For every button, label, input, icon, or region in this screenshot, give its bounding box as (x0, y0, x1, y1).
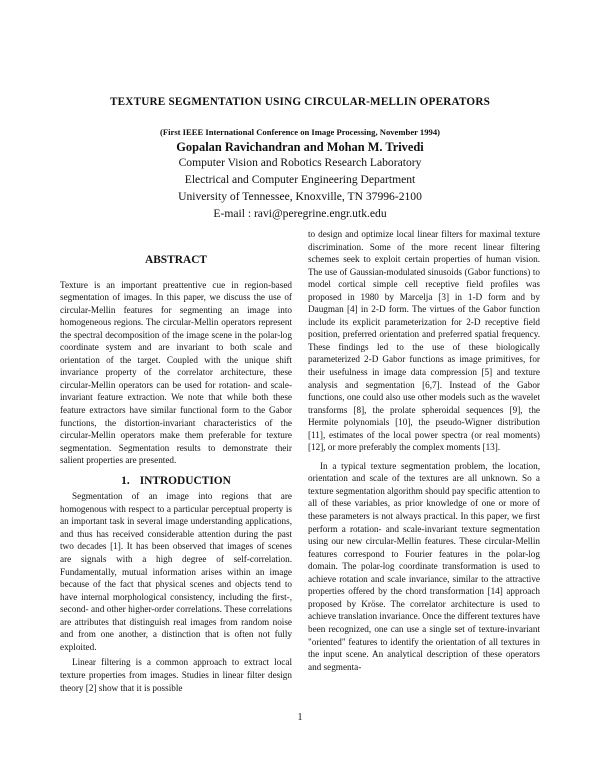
affiliation-department: Electrical and Computer Engineering Department (184, 173, 416, 186)
abstract-text: Texture is an important preattentive cue in region-based segmentation of images. In this paper, we discuss the use of circular-Mellin features for segmenting an image into homogeneous regions. The circular-Mellin operators represent the spectral decomposition of the image scene in the polar-log coordinate system and are invariant to both scale and orientation of the target. Coupled with the unique shift invariance property of the correlator architecture, these circular-Mellin operators can be used for rotation- and scale-invariant feature extraction. We note that while both these feature extractors have similar functional form to the Gabor functions, the distortion-invariant characteristics of the circular-Mellin operators make them preferable for texture segmentation. Segmentation results to demonstrate their salient properties are presented. (60, 279, 292, 466)
section-title: INTRODUCTION (139, 474, 231, 487)
left-column (60, 228, 292, 694)
paper-title: TEXTURE SEGMENTATION USING CIRCULAR-MELLIN OPERATORS (109, 96, 491, 108)
abstract-heading: ABSTRACT (144, 254, 208, 266)
right-column (308, 228, 540, 673)
section-number: 1. (121, 474, 130, 487)
introduction-paragraph-1: Segmentation of an image into regions that are homogenous with respect to a particular perceptual property is an important task in several image understanding applications, and thus has received considerable attention during the past two decades [1]. It has been observed that images of scenes are signals with a high degree of self-correlation. Fundamentally, mutual information arises within an image because of the fact that physical scenes and objects tend to have internal morphological consistency, including the first-, second- and other higher-order correlations. These correlations are attributes that distinguish real images from random noise and from one another, a distinction that is often not fully exploited. (60, 491, 292, 652)
page-number: 1 (297, 712, 303, 723)
author-email: E-mail : ravi@peregrine.engr.utk.edu (213, 207, 387, 220)
introduction-heading (60, 475, 292, 488)
affiliation-lab: Computer Vision and Robotics Research Laboratory (178, 156, 422, 169)
affiliation-university: University of Tennessee, Knoxville, TN 37996-2100 (178, 190, 422, 203)
conference-note: (First IEEE International Conference on Image Processing, November 1994) (160, 127, 440, 137)
introduction-paragraph-2: Linear filtering is a common approach to extract local texture properties from images. Studies in linear filter design theory [2] show that it is possible (60, 657, 292, 693)
author-names: Gopalan Ravichandran and Mohan M. Trivedi (176, 140, 424, 154)
right-paragraph-1: to design and optimize local linear filters for maximal texture discrimination. Some of the more recent linear filtering schemes seek to exploit certain properties of human vision. The use of Gaussian-modulated sinusoids (Gabor functions) to model cortical simple cell receptive field profiles was proposed in 1980 by Marcelja [3] in 1-D form and by Daugman [4] in 2-D form. The virtues of the Gabor function include its explicit parameterization for 2-D receptive field position, preferred orientation and preferred spatial frequency. These findings led to the use of these biologically parameterized 2-D Gabor functions as image primitives, for their usefulness in image data compression [5] and texture analysis and segmentation [6,7]. Instead of the Gabor functions, one could also use other models such as the wavelet transforms [8], the prolate spheroidal sequences [9], the Hermite polynomials [10], the pseudo-Wigner distribution [11], estimates of the local power spectra (or real moments) [12], or more preferably the complex moments [13]. (308, 229, 540, 453)
right-paragraph-2: In a typical texture segmentation problem, the location, orientation and scale of the textures are all unknown. So a texture segmentation algorithm should pay specific attention to all of these variables, as prior knowledge of one or more of these parameters is not always practical. In this paper, we first perform a rotation- and scale-invariant texture segmentation using our new circular-Mellin features. These circular-Mellin features correspond to Fourier features in the polar-log domain. The polar-log coordinate transformation is used to achieve rotation and scale invariance, similar to the attractive properties offered by the chord transformation [14] approach proposed by Kröse. The correlator architecture is used to achieve translation invariance. Once the different textures have been recognized, one can use a single set of texture-invariant "oriented" features to identify the orientation of all textures in the input scene. An analytical description of these operators and segmenta- (308, 460, 540, 672)
